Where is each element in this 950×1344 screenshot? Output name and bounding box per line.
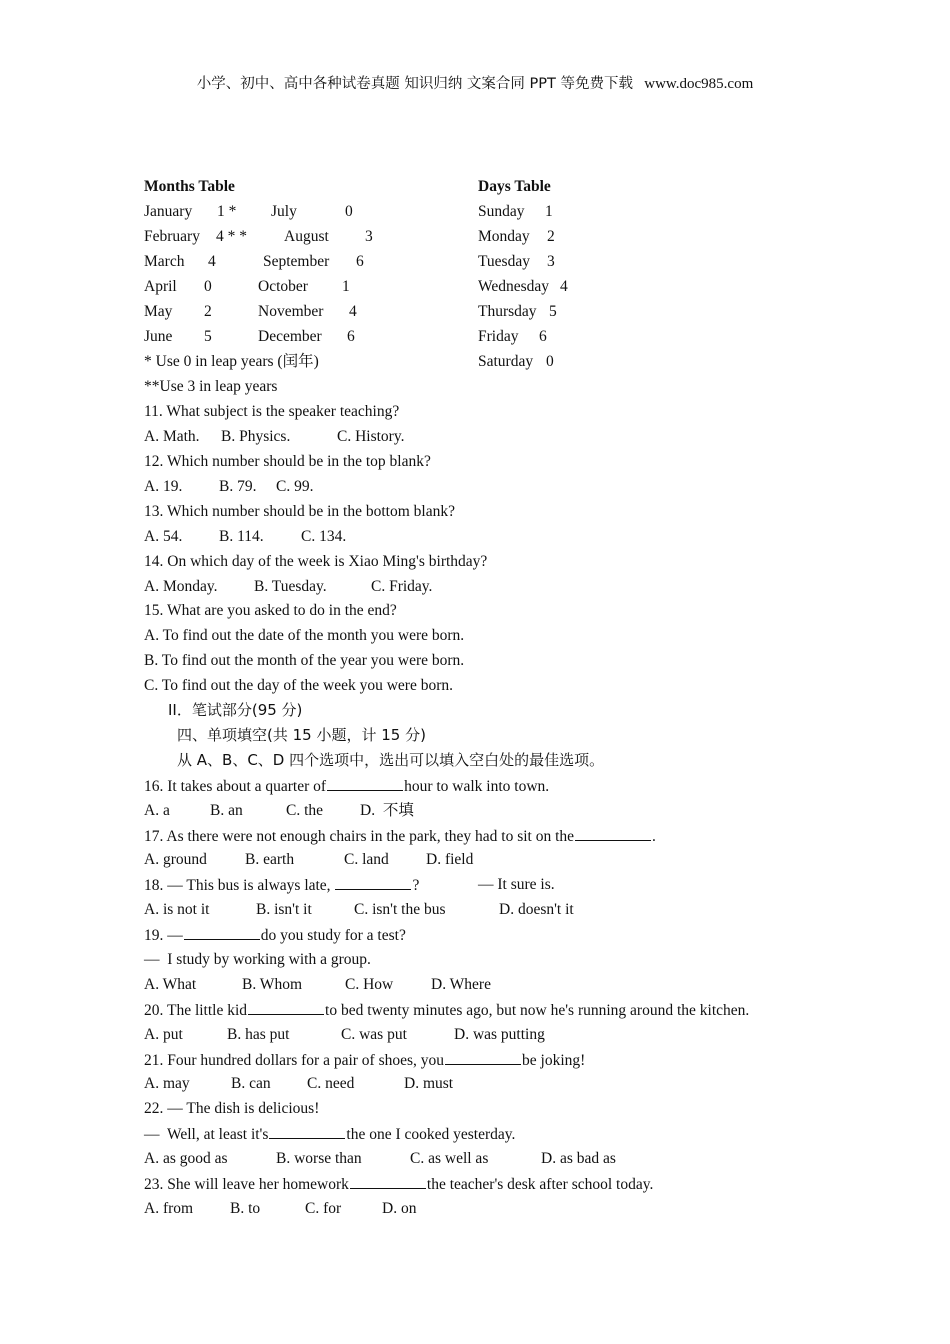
question-17-options bbox=[144, 850, 474, 870]
month-value: 3 bbox=[365, 228, 373, 245]
day-name: Saturday bbox=[478, 353, 534, 370]
leap-note-1: * Use 0 in leap years (闰年) bbox=[144, 353, 319, 370]
question-text: 21. Four hundred dollars for a pair of shoes, you bbox=[144, 1052, 445, 1069]
option: B. can bbox=[231, 1075, 271, 1092]
option: D. 不填 bbox=[360, 802, 414, 819]
month-value: 4 bbox=[349, 303, 357, 320]
day-name: Monday bbox=[478, 228, 530, 245]
month-value: 1 * bbox=[217, 203, 237, 220]
month-name: February bbox=[144, 228, 200, 245]
question-22-options bbox=[144, 1149, 616, 1169]
answer-blank bbox=[350, 1174, 426, 1189]
day-name: Thursday bbox=[478, 303, 537, 320]
question-text: hour to walk into town. bbox=[404, 778, 550, 795]
question-text: do you study for a test? bbox=[260, 927, 406, 944]
option: B. earth bbox=[245, 851, 295, 868]
option: A. Math. bbox=[144, 428, 200, 445]
question-18-options bbox=[144, 900, 574, 920]
option: C. isn't the bus bbox=[354, 901, 446, 918]
answer-blank bbox=[327, 776, 403, 791]
option: C. was put bbox=[341, 1026, 407, 1043]
option: B. to bbox=[230, 1200, 261, 1217]
day-value: 0 bbox=[546, 353, 554, 370]
option: D. must bbox=[404, 1075, 454, 1092]
question-text: the teacher's desk after school today. bbox=[426, 1176, 654, 1193]
question-15-option-a: A. To find out the date of the month you were born. bbox=[144, 627, 465, 644]
option: B. Whom bbox=[242, 976, 302, 993]
question-14-options bbox=[144, 577, 433, 597]
question-11: 11. What subject is the speaker teaching? bbox=[144, 403, 400, 420]
month-name: April bbox=[144, 278, 177, 295]
question-15-option-c: C. To find out the day of the week you were born. bbox=[144, 677, 453, 694]
question-text: the one I cooked yesterday. bbox=[346, 1126, 516, 1143]
option: A. as good as bbox=[144, 1150, 228, 1167]
question-text: — Well, at least it's bbox=[144, 1126, 269, 1143]
answer-blank bbox=[335, 875, 411, 890]
answer-blank bbox=[269, 1124, 345, 1139]
month-name: January bbox=[144, 203, 193, 220]
question-12-options bbox=[144, 477, 314, 497]
question-text: be joking! bbox=[522, 1052, 586, 1069]
question-21-options bbox=[144, 1074, 454, 1094]
option: A. is not it bbox=[144, 901, 210, 918]
question-18 bbox=[144, 875, 555, 896]
option: D. doesn't it bbox=[499, 901, 574, 918]
day-name: Friday bbox=[478, 328, 519, 345]
answer-blank bbox=[575, 826, 651, 841]
month-name: March bbox=[144, 253, 185, 270]
month-name: September bbox=[263, 253, 330, 270]
month-name: August bbox=[284, 228, 329, 245]
question-23-options bbox=[144, 1199, 417, 1219]
option: B. 79. bbox=[219, 478, 257, 495]
day-value: 1 bbox=[545, 203, 553, 220]
day-value: 4 bbox=[560, 278, 568, 295]
option: B. Tuesday. bbox=[254, 578, 327, 595]
day-name: Wednesday bbox=[478, 278, 550, 295]
question-22-reply bbox=[144, 1124, 515, 1145]
option: C. How bbox=[345, 976, 394, 993]
question-text: 19. — bbox=[144, 927, 183, 944]
answer-blank bbox=[445, 1050, 521, 1065]
question-16 bbox=[144, 776, 549, 797]
option: D. as bad as bbox=[541, 1150, 616, 1167]
month-value: 0 bbox=[345, 203, 353, 220]
leap-note-2: **Use 3 in leap years bbox=[144, 378, 278, 395]
day-value: 6 bbox=[539, 328, 547, 345]
month-value: 5 bbox=[204, 328, 212, 345]
option: C. History. bbox=[337, 428, 405, 445]
option: C. for bbox=[305, 1200, 342, 1217]
month-name: December bbox=[258, 328, 322, 345]
question-reply: — It sure is. bbox=[478, 876, 555, 893]
question-19 bbox=[144, 925, 406, 946]
option: A. from bbox=[144, 1200, 194, 1217]
question-text: . bbox=[652, 828, 656, 845]
month-value: 4 * * bbox=[216, 228, 247, 245]
day-value: 5 bbox=[549, 303, 557, 320]
question-19-options bbox=[144, 975, 491, 995]
question-text: 17. As there were not enough chairs in the park, they had to sit on the bbox=[144, 828, 575, 845]
month-value: 6 bbox=[356, 253, 364, 270]
question-20-options bbox=[144, 1025, 545, 1045]
option: D. on bbox=[382, 1200, 417, 1217]
section-instruction: 从 A、B、C、D 四个选项中，选出可以填入空白处的最佳选项。 bbox=[177, 751, 605, 769]
question-14: 14. On which day of the week is Xiao Ming's birthday? bbox=[144, 553, 488, 570]
section-part4-heading: 四、单项填空(共 15 小题，计 15 分) bbox=[177, 726, 426, 744]
option: D. field bbox=[426, 851, 474, 868]
question-21 bbox=[144, 1050, 585, 1071]
option: C. 134. bbox=[301, 528, 347, 545]
question-text: 20. The little kid bbox=[144, 1002, 248, 1019]
month-name: June bbox=[144, 328, 173, 345]
header-text: 小学、初中、高中各种试卷真题 知识归纳 文案合同 PPT 等免费下载 bbox=[196, 76, 633, 92]
option: A. a bbox=[144, 802, 170, 819]
option: C. the bbox=[286, 802, 324, 819]
option: A. put bbox=[144, 1026, 183, 1043]
month-value: 0 bbox=[204, 278, 212, 295]
question-17 bbox=[144, 826, 656, 847]
question-19-reply: — I study by working with a group. bbox=[144, 951, 371, 968]
option: B. Physics. bbox=[221, 428, 291, 445]
option: C. as well as bbox=[410, 1150, 489, 1167]
day-name: Tuesday bbox=[478, 253, 530, 270]
question-text: 18. — This bus is always late, bbox=[144, 877, 335, 894]
option: B. isn't it bbox=[256, 901, 312, 918]
option: C. Friday. bbox=[371, 578, 433, 595]
month-value: 2 bbox=[204, 303, 212, 320]
option: B. has put bbox=[227, 1026, 290, 1043]
day-value: 2 bbox=[547, 228, 555, 245]
section-part2-heading: II．笔试部分(95 分) bbox=[168, 701, 303, 719]
option: A. may bbox=[144, 1075, 190, 1092]
option: C. land bbox=[344, 851, 389, 868]
answer-blank bbox=[184, 925, 260, 940]
day-name: Sunday bbox=[478, 203, 525, 220]
question-text: 23. She will leave her homework bbox=[144, 1176, 349, 1193]
question-23 bbox=[144, 1174, 653, 1195]
option: B. worse than bbox=[276, 1150, 362, 1167]
option: A. What bbox=[144, 976, 197, 993]
option: D. Where bbox=[431, 976, 491, 993]
month-name: May bbox=[144, 303, 173, 320]
page-header bbox=[0, 74, 950, 94]
question-13-options bbox=[144, 527, 347, 547]
months-table-title: Months Table bbox=[144, 178, 235, 195]
answer-blank bbox=[248, 1000, 324, 1015]
question-16-options bbox=[144, 801, 414, 821]
question-15-option-b: B. To find out the month of the year you were born. bbox=[144, 652, 465, 669]
option: A. ground bbox=[144, 851, 207, 868]
month-value: 4 bbox=[208, 253, 216, 270]
question-20 bbox=[144, 1000, 749, 1021]
question-text: 16. It takes about a quarter of bbox=[144, 778, 327, 795]
option: B. 114. bbox=[219, 528, 264, 545]
month-value: 6 bbox=[347, 328, 355, 345]
days-table-title: Days Table bbox=[478, 178, 551, 195]
question-13: 13. Which number should be in the bottom blank? bbox=[144, 503, 455, 520]
header-site: www.doc985.com bbox=[644, 76, 754, 92]
month-name: October bbox=[258, 278, 308, 295]
question-11-options bbox=[144, 427, 405, 447]
option: B. an bbox=[210, 802, 243, 819]
option: A. 19. bbox=[144, 478, 183, 495]
question-15: 15. What are you asked to do in the end? bbox=[144, 602, 397, 619]
option: A. 54. bbox=[144, 528, 183, 545]
option: C. need bbox=[307, 1075, 355, 1092]
month-value: 1 bbox=[342, 278, 350, 295]
question-text: ? bbox=[412, 877, 420, 894]
month-name: November bbox=[258, 303, 324, 320]
option: D. was putting bbox=[454, 1026, 545, 1043]
day-value: 3 bbox=[547, 253, 555, 270]
option: C. 99. bbox=[276, 478, 314, 495]
question-text: to bed twenty minutes ago, but now he's running around the kitchen. bbox=[325, 1002, 750, 1019]
question-12: 12. Which number should be in the top blank? bbox=[144, 453, 431, 470]
option: A. Monday. bbox=[144, 578, 218, 595]
month-name: July bbox=[271, 203, 297, 220]
question-22: 22. — The dish is delicious! bbox=[144, 1100, 320, 1117]
